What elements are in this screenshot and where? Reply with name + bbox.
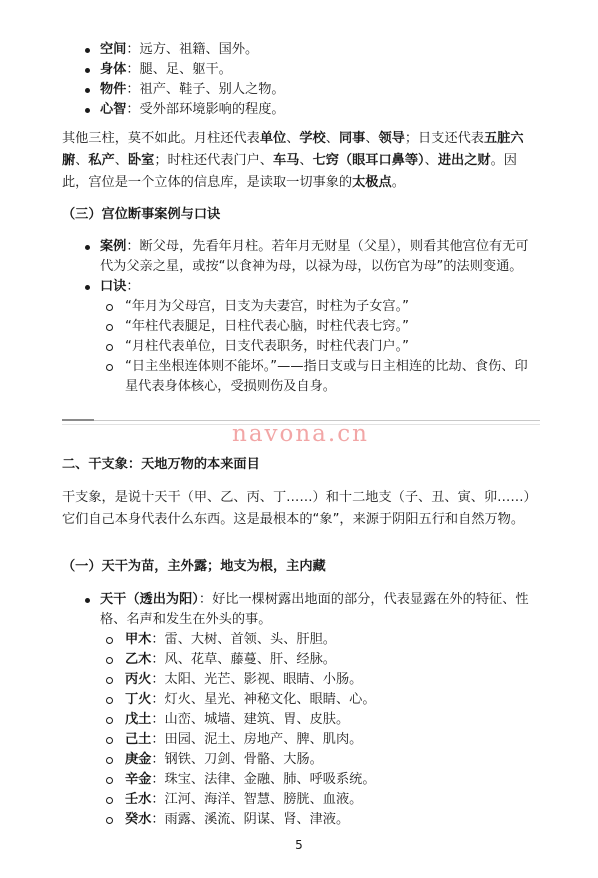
divider-accent xyxy=(62,419,94,421)
sub-list-item: 庚金：钢铁、刀剑、骨骼、大肠。 xyxy=(100,750,540,770)
sub-list-item: “月柱代表单位，日支代表职务，时柱代表门户。” xyxy=(100,337,540,357)
term: 心智 xyxy=(100,102,127,117)
item-text: ：受外部环境影响的程度。 xyxy=(126,102,285,117)
list-item xyxy=(62,80,540,100)
sub-list-item: 壬水：江河、海洋、智慧、膀胱、血液。 xyxy=(100,790,540,810)
tiangan-list xyxy=(62,590,540,830)
section-heading: （三）宫位断事案例与口诀 xyxy=(62,207,221,222)
watermark: navona.cn xyxy=(232,421,369,447)
list-item xyxy=(62,237,540,277)
list-item xyxy=(62,100,540,120)
sub-list-item: 辛金：珠宝、法律、金融、肺、呼吸系统。 xyxy=(100,770,540,790)
stems-sublist xyxy=(100,630,540,830)
sub-list-item: 癸水：雨露、溪流、阴谋、肾、津液。 xyxy=(100,810,540,830)
term: 空间 xyxy=(100,42,127,57)
list-item: 口诀： “年月为父母宫，日支为夫妻宫，时柱为子女宫。” “年柱代表腿足，日柱代表心脑，时柱代表七窍。” “月柱代表单位，日支代表职务，时柱代表门户。” “日主坐根连体则不能坏。”——指日支或与日主相连的比劫、食伤、印星代表身体核心，受损则伤及自身。 xyxy=(62,277,540,397)
list-item xyxy=(62,590,540,830)
item-text: ：祖产、鞋子、别人之物。 xyxy=(126,82,285,97)
item-text: ：好比一棵树露出地面的部分，代表显露在外的特征、性格、名声和发生在外头的事。 xyxy=(100,592,529,627)
page-number: 5 xyxy=(295,838,303,852)
term: 物件 xyxy=(100,82,127,97)
body-parts-list xyxy=(62,40,540,120)
item-text: ：断父母，先看年月柱。若年月无财星（父星），则看其他宫位有无可代为父亲之星，或按“以食神为母，以禄为母，以伤官为母”的法则变通。 xyxy=(100,239,529,274)
intro-paragraph: 干支象，是说十天干（甲、乙、丙、丁……）和十二地支（子、丑、寅、卯……）它们自己本身代表什么东西。这是最根本的“象”，来源于阴阳五行和自然万物。 xyxy=(62,490,537,527)
sub-list-item: 丙火：太阳、光芒、影视、眼睛、小肠。 xyxy=(100,670,540,690)
term: 天干（透出为阳） xyxy=(100,592,199,607)
sub-list-item: 甲木：雷、大树、首领、头、肝胆。 xyxy=(100,630,540,650)
sub-list-item: 戊土：山峦、城墙、建筑、胃、皮肤。 xyxy=(100,710,540,730)
term: 口诀 xyxy=(100,279,127,294)
formula-sublist xyxy=(100,297,540,397)
item-text: ：远方、祖籍、国外。 xyxy=(126,42,259,57)
term: 案例 xyxy=(100,239,127,254)
case-list xyxy=(62,237,540,397)
list-item xyxy=(62,40,540,60)
pillars-paragraph: 其他三柱，莫不如此。月柱还代表单位、学校、同事、领导；日支还代表五脏六腑、私产、卧室；时柱还代表门户、车马、七窍（眼耳口鼻等）、进出之财。因此，宫位是一个立体的信息库，是读取一切事象的太极点。 xyxy=(62,131,524,190)
item-text: ：腿、足、躯干。 xyxy=(126,62,232,77)
subsection-heading: （一）天干为苗，主外露；地支为根，主内藏 xyxy=(62,559,326,574)
sub-list-item: “年月为父母宫，日支为夫妻宫，时柱为子女宫。” xyxy=(100,297,540,317)
sub-list-item: 己土：田园、泥土、房地产、脾、肌肉。 xyxy=(100,730,540,750)
sub-list-item: 乙木：风、花草、藤蔓、肝、经脉。 xyxy=(100,650,540,670)
sub-list-item: “年柱代表腿足，日柱代表心脑，时柱代表七窍。” xyxy=(100,317,540,337)
list-item xyxy=(62,60,540,80)
section-heading: 二、干支象：天地万物的本来面目 xyxy=(62,457,260,472)
sub-list-item: “日主坐根连体则不能坏。”——指日支或与日主相连的比劫、食伤、印星代表身体核心，受损则伤及自身。 xyxy=(100,357,540,397)
term: 身体 xyxy=(100,62,127,77)
sub-list-item: 丁火：灯火、星光、神秘文化、眼睛、心。 xyxy=(100,690,540,710)
